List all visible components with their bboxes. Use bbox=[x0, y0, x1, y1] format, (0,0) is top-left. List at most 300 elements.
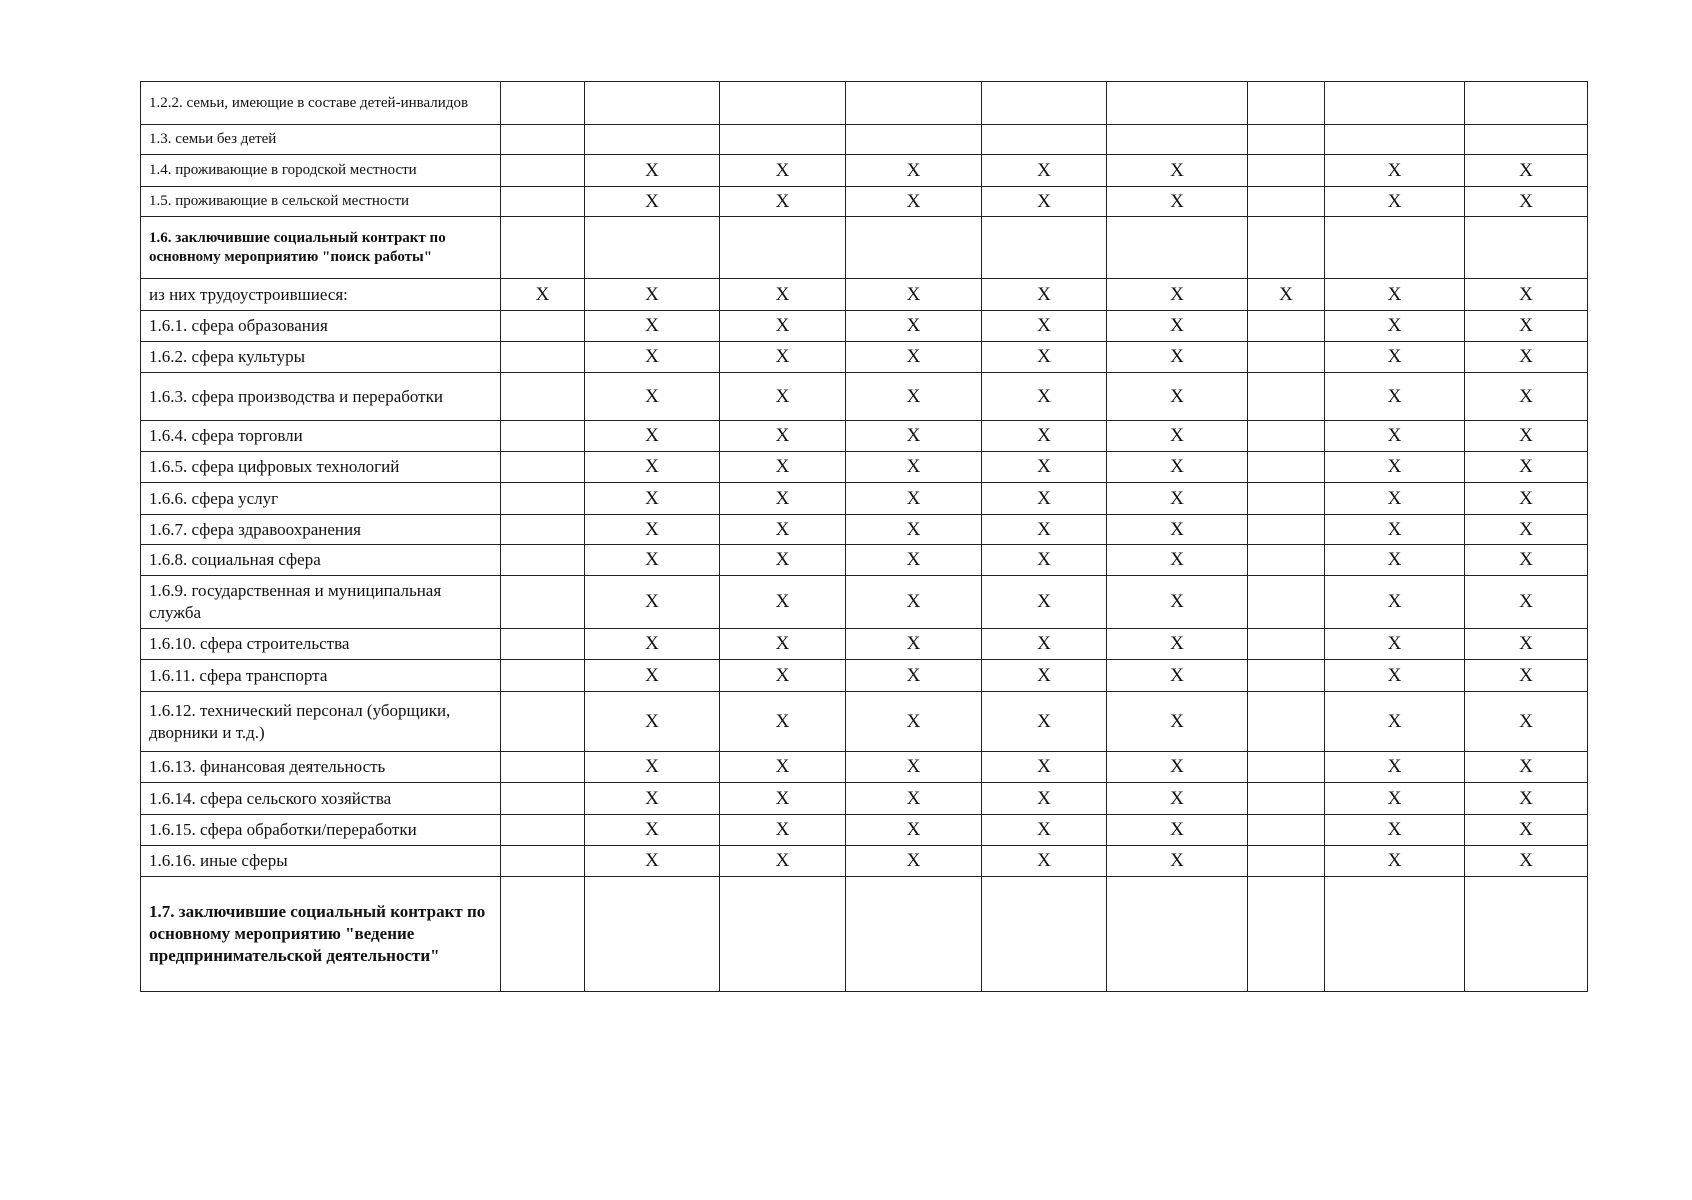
table-cell bbox=[846, 311, 982, 342]
table-cell bbox=[1325, 877, 1465, 992]
table-cell bbox=[1325, 82, 1465, 125]
table-cell bbox=[982, 82, 1107, 125]
table-cell bbox=[1325, 421, 1465, 452]
x-mark: X bbox=[1387, 487, 1402, 509]
x-mark: X bbox=[1387, 664, 1402, 686]
table-cell bbox=[501, 783, 585, 815]
x-mark: X bbox=[775, 518, 790, 540]
table-cell bbox=[1325, 342, 1465, 373]
table-cell bbox=[1325, 815, 1465, 846]
table-cell bbox=[585, 82, 720, 125]
x-mark: X bbox=[906, 487, 921, 509]
table-cell bbox=[982, 692, 1107, 752]
table-cell bbox=[720, 311, 846, 342]
x-mark: X bbox=[1037, 756, 1051, 777]
table-cell bbox=[1248, 452, 1325, 483]
table-cell bbox=[1465, 311, 1588, 342]
x-mark: X bbox=[1519, 633, 1533, 654]
table-cell bbox=[1107, 545, 1248, 576]
table-cell bbox=[720, 217, 846, 279]
table-row bbox=[141, 629, 1588, 660]
table-cell bbox=[1465, 545, 1588, 576]
table-row bbox=[141, 692, 1588, 752]
table-cell bbox=[1248, 783, 1325, 815]
table-cell bbox=[1325, 125, 1465, 155]
table-cell bbox=[1465, 82, 1588, 125]
row-label: 1.6.5. сфера цифровых технологий bbox=[141, 452, 501, 483]
table-row bbox=[141, 815, 1588, 846]
x-mark: X bbox=[645, 664, 659, 686]
x-mark: X bbox=[775, 190, 790, 212]
x-mark: X bbox=[775, 591, 790, 612]
x-mark: X bbox=[1519, 819, 1533, 840]
table-cell bbox=[501, 187, 585, 217]
x-mark: X bbox=[906, 710, 921, 732]
row-label: 1.6.11. сфера транспорта bbox=[141, 660, 501, 692]
table-cell bbox=[585, 629, 720, 660]
table-cell bbox=[720, 155, 846, 187]
x-mark: X bbox=[1170, 159, 1184, 181]
table-cell bbox=[982, 545, 1107, 576]
table-cell bbox=[1325, 846, 1465, 877]
x-mark: X bbox=[1037, 819, 1051, 840]
table-row bbox=[141, 452, 1588, 483]
table-cell bbox=[1107, 373, 1248, 421]
table-row bbox=[141, 82, 1588, 125]
x-mark: X bbox=[1037, 385, 1051, 407]
x-mark: X bbox=[645, 787, 659, 809]
table-cell bbox=[982, 421, 1107, 452]
table-cell bbox=[501, 752, 585, 783]
x-mark: X bbox=[1170, 710, 1184, 732]
x-mark: X bbox=[645, 819, 659, 840]
table-cell bbox=[501, 125, 585, 155]
table-cell bbox=[982, 877, 1107, 992]
table-cell bbox=[1465, 421, 1588, 452]
table-row bbox=[141, 125, 1588, 155]
x-mark: X bbox=[775, 456, 790, 477]
x-mark: X bbox=[1170, 346, 1184, 367]
table-row bbox=[141, 373, 1588, 421]
row-label: 1.6. заключившие социальный контракт по основному мероприятию "поиск работы" bbox=[141, 217, 501, 279]
table-cell bbox=[1465, 877, 1588, 992]
x-mark: X bbox=[906, 819, 921, 840]
table-row bbox=[141, 483, 1588, 515]
table-cell bbox=[982, 783, 1107, 815]
table-cell bbox=[720, 629, 846, 660]
table-cell bbox=[982, 342, 1107, 373]
table-cell bbox=[982, 279, 1107, 311]
table-row bbox=[141, 660, 1588, 692]
table-cell bbox=[1248, 515, 1325, 545]
table-cell bbox=[501, 82, 585, 125]
x-mark: X bbox=[1387, 710, 1402, 732]
table-cell bbox=[585, 752, 720, 783]
table-cell bbox=[846, 576, 982, 629]
x-mark: X bbox=[1037, 425, 1051, 446]
x-mark: X bbox=[1170, 487, 1184, 509]
table-cell bbox=[846, 342, 982, 373]
x-mark: X bbox=[1519, 283, 1533, 305]
table-cell bbox=[1107, 660, 1248, 692]
table-cell bbox=[1465, 783, 1588, 815]
row-label: 1.6.15. сфера обработки/переработки bbox=[141, 815, 501, 846]
table-cell bbox=[1465, 629, 1588, 660]
table-cell bbox=[846, 692, 982, 752]
table-cell bbox=[846, 783, 982, 815]
x-mark: X bbox=[775, 385, 790, 407]
x-mark: X bbox=[1387, 787, 1402, 809]
x-mark: X bbox=[775, 633, 790, 654]
table-cell bbox=[720, 342, 846, 373]
row-label: из них трудоустроившиеся: bbox=[141, 279, 501, 311]
table-cell bbox=[585, 515, 720, 545]
table-cell bbox=[846, 877, 982, 992]
x-mark: X bbox=[1519, 664, 1533, 686]
table-cell bbox=[1248, 483, 1325, 515]
row-label: 1.6.7. сфера здравоохранения bbox=[141, 515, 501, 545]
table-cell bbox=[585, 279, 720, 311]
table-cell bbox=[1248, 125, 1325, 155]
x-mark: X bbox=[1170, 549, 1184, 570]
x-mark: X bbox=[1170, 518, 1184, 540]
x-mark: X bbox=[1037, 315, 1051, 336]
x-mark: X bbox=[1037, 346, 1051, 367]
x-mark: X bbox=[1519, 756, 1533, 777]
x-mark: X bbox=[775, 159, 790, 181]
x-mark: X bbox=[645, 487, 659, 509]
x-mark: X bbox=[1519, 159, 1533, 181]
x-mark: X bbox=[906, 664, 921, 686]
x-mark: X bbox=[1037, 633, 1051, 654]
table-cell bbox=[585, 125, 720, 155]
table-cell bbox=[846, 155, 982, 187]
table-cell bbox=[1107, 815, 1248, 846]
row-label: 1.6.12. технический персонал (уборщики, дворники и т.д.) bbox=[141, 692, 501, 752]
table-cell bbox=[501, 342, 585, 373]
table-cell bbox=[501, 279, 585, 311]
table-cell bbox=[1325, 279, 1465, 311]
table-cell bbox=[720, 783, 846, 815]
row-label: 1.2.2. семьи, имеющие в составе детей-инвалидов bbox=[141, 82, 501, 125]
table-cell bbox=[1107, 515, 1248, 545]
table-cell bbox=[501, 846, 585, 877]
x-mark: X bbox=[775, 487, 790, 509]
table-cell bbox=[1325, 752, 1465, 783]
table-cell bbox=[1107, 311, 1248, 342]
table-cell bbox=[1248, 342, 1325, 373]
x-mark: X bbox=[1519, 518, 1533, 540]
table-cell bbox=[720, 421, 846, 452]
table-cell bbox=[720, 877, 846, 992]
x-mark: X bbox=[645, 346, 659, 367]
table-cell bbox=[846, 660, 982, 692]
x-mark: X bbox=[775, 664, 790, 686]
table-cell bbox=[501, 815, 585, 846]
table-row bbox=[141, 421, 1588, 452]
table-row bbox=[141, 877, 1588, 992]
x-mark: X bbox=[645, 385, 659, 407]
x-mark: X bbox=[1170, 850, 1184, 871]
table-cell bbox=[1107, 279, 1248, 311]
table-cell bbox=[501, 217, 585, 279]
table-cell bbox=[1107, 629, 1248, 660]
x-mark: X bbox=[1387, 346, 1402, 367]
x-mark: X bbox=[1037, 456, 1051, 477]
table-cell bbox=[720, 279, 846, 311]
table-cell bbox=[1325, 311, 1465, 342]
row-label: 1.6.16. иные сферы bbox=[141, 846, 501, 877]
table-cell bbox=[585, 217, 720, 279]
x-mark: X bbox=[645, 456, 659, 477]
x-mark: X bbox=[775, 346, 790, 367]
table-cell bbox=[1248, 815, 1325, 846]
table-cell bbox=[1465, 187, 1588, 217]
x-mark: X bbox=[1170, 664, 1184, 686]
table-cell bbox=[585, 660, 720, 692]
table-cell bbox=[846, 815, 982, 846]
table-cell bbox=[1248, 373, 1325, 421]
x-mark: X bbox=[906, 315, 921, 336]
table-row bbox=[141, 576, 1588, 629]
x-mark: X bbox=[645, 850, 659, 871]
table-cell bbox=[1248, 752, 1325, 783]
x-mark: X bbox=[775, 549, 790, 570]
table-cell bbox=[846, 452, 982, 483]
table-cell bbox=[1248, 311, 1325, 342]
table-cell bbox=[1107, 692, 1248, 752]
x-mark: X bbox=[1387, 315, 1402, 336]
x-mark: X bbox=[906, 591, 921, 612]
table-cell bbox=[982, 452, 1107, 483]
x-mark: X bbox=[1519, 456, 1533, 477]
table-cell bbox=[846, 515, 982, 545]
x-mark: X bbox=[775, 850, 790, 871]
x-mark: X bbox=[1170, 756, 1184, 777]
x-mark: X bbox=[906, 633, 921, 654]
table-cell bbox=[501, 576, 585, 629]
table-cell bbox=[720, 576, 846, 629]
table-row bbox=[141, 187, 1588, 217]
table-cell bbox=[585, 373, 720, 421]
table-cell bbox=[1465, 279, 1588, 311]
table-cell bbox=[585, 311, 720, 342]
row-label: 1.6.9. государственная и муниципальная служба bbox=[141, 576, 501, 629]
table-cell bbox=[501, 545, 585, 576]
table-cell bbox=[501, 373, 585, 421]
x-mark: X bbox=[1170, 633, 1184, 654]
x-mark: X bbox=[1037, 159, 1051, 181]
table-row bbox=[141, 279, 1588, 311]
row-label: 1.6.8. социальная сфера bbox=[141, 545, 501, 576]
x-mark: X bbox=[1387, 591, 1402, 612]
x-mark: X bbox=[906, 787, 921, 809]
x-mark: X bbox=[1037, 549, 1051, 570]
table-cell bbox=[1248, 545, 1325, 576]
x-mark: X bbox=[1519, 425, 1533, 446]
x-mark: X bbox=[906, 549, 921, 570]
row-label: 1.6.14. сфера сельского хозяйства bbox=[141, 783, 501, 815]
table-cell bbox=[501, 421, 585, 452]
table-cell bbox=[982, 846, 1107, 877]
x-mark: X bbox=[1170, 425, 1184, 446]
table-cell bbox=[982, 217, 1107, 279]
table-cell bbox=[846, 421, 982, 452]
table-cell bbox=[1248, 187, 1325, 217]
table-row bbox=[141, 752, 1588, 783]
row-label: 1.7. заключившие социальный контракт по основному мероприятию "ведение предпринимательской деятельности" bbox=[141, 877, 501, 992]
x-mark: X bbox=[1387, 456, 1402, 477]
table-cell bbox=[1248, 155, 1325, 187]
table-cell bbox=[585, 155, 720, 187]
table-cell bbox=[1107, 155, 1248, 187]
table-cell bbox=[501, 452, 585, 483]
table-cell bbox=[846, 846, 982, 877]
x-mark: X bbox=[1037, 487, 1051, 509]
table-cell bbox=[1325, 155, 1465, 187]
x-mark: X bbox=[1037, 787, 1051, 809]
table-row bbox=[141, 342, 1588, 373]
table-cell bbox=[982, 576, 1107, 629]
x-mark: X bbox=[1037, 518, 1051, 540]
table-cell bbox=[585, 421, 720, 452]
table-cell bbox=[585, 846, 720, 877]
table-row bbox=[141, 217, 1588, 279]
x-mark: X bbox=[1387, 425, 1402, 446]
table-cell bbox=[1465, 342, 1588, 373]
table-cell bbox=[1107, 452, 1248, 483]
x-mark: X bbox=[645, 283, 659, 305]
table-row bbox=[141, 783, 1588, 815]
x-mark: X bbox=[645, 633, 659, 654]
x-mark: X bbox=[775, 787, 790, 809]
table-cell bbox=[846, 125, 982, 155]
table-cell bbox=[501, 311, 585, 342]
x-mark: X bbox=[775, 756, 790, 777]
x-mark: X bbox=[645, 518, 659, 540]
x-mark: X bbox=[1387, 190, 1402, 212]
table-cell bbox=[1325, 217, 1465, 279]
x-mark: X bbox=[1037, 850, 1051, 871]
table-cell bbox=[585, 545, 720, 576]
table-cell bbox=[1107, 752, 1248, 783]
row-label: 1.6.6. сфера услуг bbox=[141, 483, 501, 515]
table-cell bbox=[720, 125, 846, 155]
table-cell bbox=[846, 187, 982, 217]
table-cell bbox=[1248, 279, 1325, 311]
table-cell bbox=[982, 373, 1107, 421]
table-cell bbox=[982, 311, 1107, 342]
table-cell bbox=[1465, 515, 1588, 545]
table-cell bbox=[720, 452, 846, 483]
table-cell bbox=[846, 752, 982, 783]
table-cell bbox=[982, 752, 1107, 783]
x-mark: X bbox=[645, 159, 659, 181]
x-mark: X bbox=[775, 315, 790, 336]
table-cell bbox=[720, 545, 846, 576]
table-cell bbox=[846, 373, 982, 421]
x-mark: X bbox=[1519, 385, 1533, 407]
table-cell bbox=[720, 815, 846, 846]
x-mark: X bbox=[906, 159, 921, 181]
table-cell bbox=[585, 576, 720, 629]
table-row bbox=[141, 515, 1588, 545]
x-mark: X bbox=[1170, 456, 1184, 477]
x-mark: X bbox=[1387, 819, 1402, 840]
table-cell bbox=[585, 877, 720, 992]
x-mark: X bbox=[775, 819, 790, 840]
x-mark: X bbox=[906, 756, 921, 777]
x-mark: X bbox=[1279, 283, 1293, 305]
table-cell bbox=[982, 125, 1107, 155]
x-mark: X bbox=[1037, 190, 1051, 212]
row-label: 1.6.10. сфера строительства bbox=[141, 629, 501, 660]
table-cell bbox=[1465, 125, 1588, 155]
table-cell bbox=[1325, 545, 1465, 576]
table-cell bbox=[1107, 846, 1248, 877]
table-cell bbox=[585, 692, 720, 752]
table-cell bbox=[585, 452, 720, 483]
table-cell bbox=[846, 217, 982, 279]
table-cell bbox=[1325, 452, 1465, 483]
row-label: 1.6.1. сфера образования bbox=[141, 311, 501, 342]
table-cell bbox=[982, 815, 1107, 846]
table-cell bbox=[1465, 846, 1588, 877]
table-cell bbox=[846, 483, 982, 515]
row-label: 1.6.2. сфера культуры bbox=[141, 342, 501, 373]
x-mark: X bbox=[1387, 385, 1402, 407]
table-cell bbox=[1107, 576, 1248, 629]
table-cell bbox=[501, 877, 585, 992]
table-cell bbox=[1107, 217, 1248, 279]
row-label: 1.6.3. сфера производства и переработки bbox=[141, 373, 501, 421]
table-row bbox=[141, 155, 1588, 187]
table-cell bbox=[1107, 421, 1248, 452]
row-label: 1.5. проживающие в сельской местности bbox=[141, 187, 501, 217]
table-cell bbox=[846, 279, 982, 311]
x-mark: X bbox=[645, 756, 659, 777]
table-row bbox=[141, 545, 1588, 576]
x-mark: X bbox=[1519, 346, 1533, 367]
table-cell bbox=[846, 545, 982, 576]
table-cell bbox=[720, 692, 846, 752]
table-cell bbox=[1107, 783, 1248, 815]
row-label: 1.6.13. финансовая деятельность bbox=[141, 752, 501, 783]
x-mark: X bbox=[645, 549, 659, 570]
table-cell bbox=[1325, 629, 1465, 660]
x-mark: X bbox=[775, 710, 790, 732]
table-cell bbox=[1107, 125, 1248, 155]
x-mark: X bbox=[1170, 819, 1184, 840]
x-mark: X bbox=[1170, 385, 1184, 407]
table-cell bbox=[1107, 342, 1248, 373]
table-cell bbox=[720, 515, 846, 545]
x-mark: X bbox=[906, 346, 921, 367]
x-mark: X bbox=[645, 591, 659, 612]
table-cell bbox=[1465, 483, 1588, 515]
table-cell bbox=[1465, 752, 1588, 783]
table-cell bbox=[1325, 692, 1465, 752]
x-mark: X bbox=[1170, 787, 1184, 809]
x-mark: X bbox=[906, 518, 921, 540]
x-mark: X bbox=[906, 190, 921, 212]
row-label: 1.6.4. сфера торговли bbox=[141, 421, 501, 452]
table-cell bbox=[1248, 421, 1325, 452]
table-cell bbox=[1465, 692, 1588, 752]
table-cell bbox=[982, 515, 1107, 545]
table-cell bbox=[720, 660, 846, 692]
x-mark: X bbox=[1519, 549, 1533, 570]
